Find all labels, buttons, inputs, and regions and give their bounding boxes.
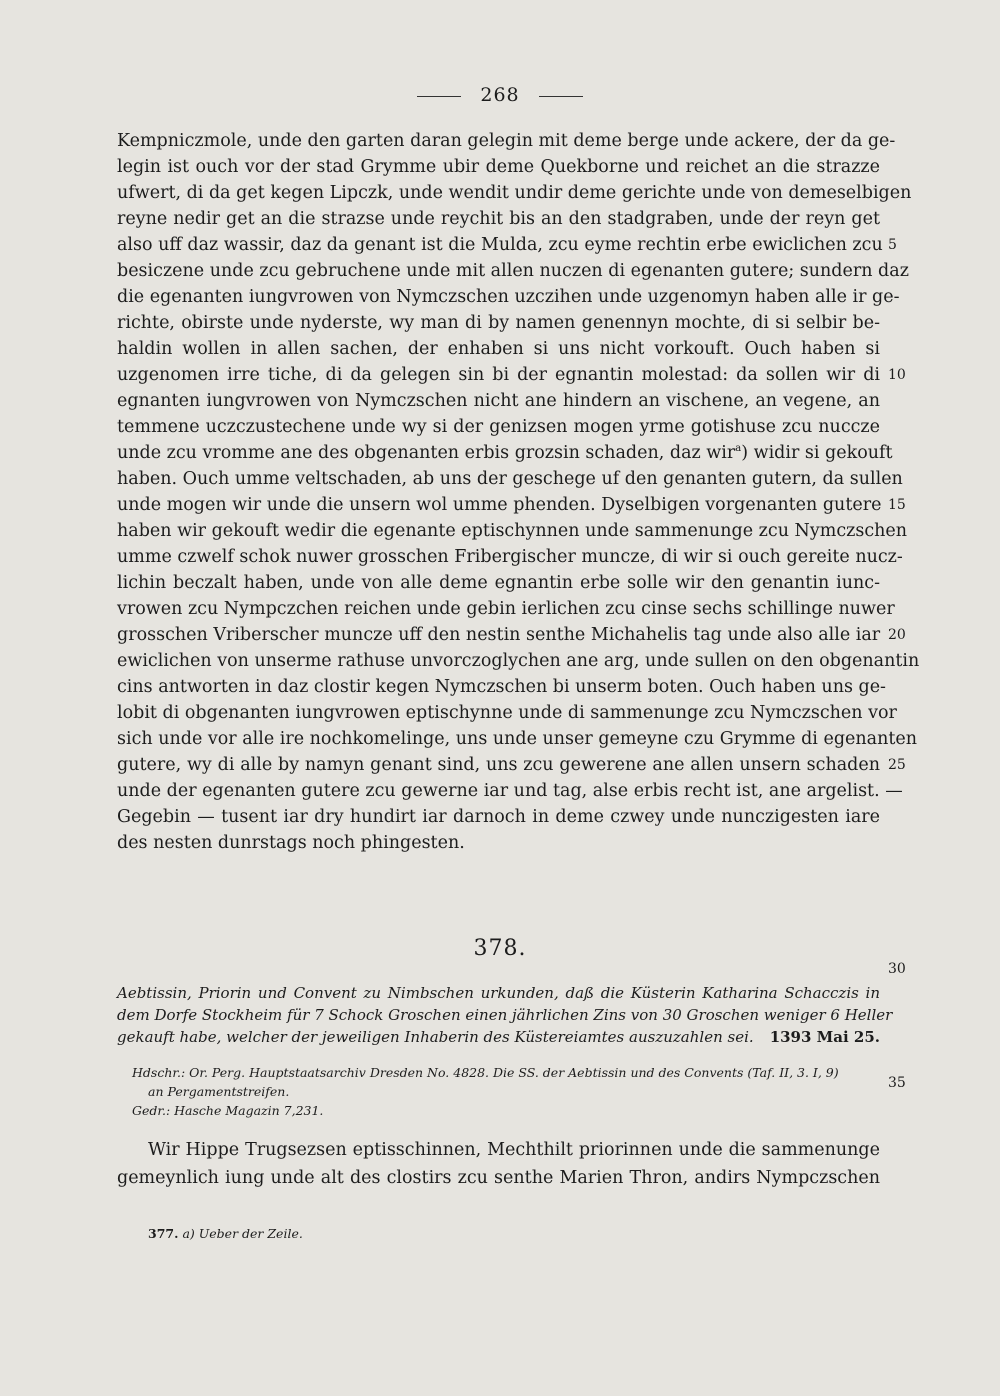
body-line: haben. Ouch umme veltschaden, ab uns der geschege uf den genanten gutern, da sullen [117, 469, 903, 489]
source-note: Hdschr.: Or. Perg. Hauptstaatsarchiv Dresden No. 4828. Die SS. der Aebtissin und des Convents (Taf. II, 3. I, 9) [132, 1065, 839, 1080]
body-line: uzgenomen irre tiche, di da gelegen sin bi der egnantin molestad: da sollen wir di [117, 365, 880, 385]
body-line: haldin wollen in allen sachen, der enhaben si uns nicht vorkouft. Ouch haben si [117, 339, 880, 359]
body-line: lichin beczalt haben, unde von alle deme egnantin erbe solle wir den genantin iunc- [117, 573, 880, 593]
body-line: egnanten iungvrowen von Nymczschen nicht ane hindern an vischene, an vegene, an [117, 391, 880, 411]
body-line: Kempniczmole, unde den garten daran gelegin mit deme berge unde ackere, der da ge- [117, 131, 896, 151]
body-line: des nesten dunrstags noch phingesten. [117, 833, 465, 853]
body-line: die egenanten iungvrowen von Nymczschen uzczihen unde uzgenomyn haben alle ir ge- [117, 287, 900, 307]
body-line: temmene uczczustechene unde wy si der genizsen mogen yrme gotishuse zcu nuccze [117, 417, 880, 437]
body-line: unde der egenanten gutere zcu gewerne iar und tag, alse erbis recht ist, ane argelist. — [117, 781, 903, 801]
body-line: reyne nedir get an die strazse unde reychit bis an den stadgraben, unde der reyn get [117, 209, 880, 229]
body-line: also uff daz wassir, daz da genant ist die Mulda, zcu eyme rechtin erbe ewiclichen zcu [117, 235, 883, 255]
body-line-with-note [117, 440, 893, 466]
page-number: 268 [480, 84, 520, 106]
body-line: haben wir gekouft wedir die egenante eptischynnen unde sammenunge zcu Nymczschen [117, 521, 908, 541]
document-number: 378. [473, 936, 527, 961]
document-text-line: gemeynlich iung unde alt des clostirs zcu senthe Marien Thron, andirs Nympczschen [117, 1168, 880, 1188]
body-line: sich unde vor alle ire nochkomelinge, uns unde unser gemeyne czu Grymme di egenanten [117, 729, 918, 749]
body-line: umme czwelf schok nuwer grosschen Fribergischer muncze, di wir si ouch gereite nucz- [117, 547, 903, 567]
footnote-marker: a [735, 443, 742, 455]
footnote-number: 377. [148, 1226, 179, 1241]
footnote [148, 1226, 303, 1241]
line-number: 5 [888, 237, 897, 253]
body-line: cins antworten in daz clostir kegen Nymczschen bi unserm boten. Ouch haben uns ge- [117, 677, 886, 697]
line-number: 35 [888, 1075, 906, 1091]
body-line: lobit di obgenanten iungvrowen eptischynne unde di sammenunge zcu Nymczschen vor [117, 703, 897, 723]
source-note: Gedr.: Hasche Magazin 7,231. [132, 1103, 324, 1118]
body-line: grosschen Vriberscher muncze uff den nestin senthe Michahelis tag unde also alle iar [117, 625, 881, 645]
document-text-line: Wir Hippe Trugsezsen eptisschinnen, Mechthilt priorinnen unde die sammenunge [148, 1140, 880, 1160]
header-rule-left [417, 96, 461, 97]
body-line: vrowen zcu Nympczchen reichen unde gebin ierlichen zcu cinse sechs schillinge nuwer [117, 599, 895, 619]
body-line-tail: ) widir si gekouft [741, 443, 893, 463]
line-number: 25 [888, 757, 906, 773]
body-line: Gegebin — tusent iar dry hundirt iar darnoch in deme czwey unde nunczigesten iare [117, 807, 880, 827]
source-note: an Pergamentstreifen. [148, 1084, 290, 1099]
line-number: 30 [888, 961, 906, 977]
line-number: 15 [888, 497, 906, 513]
regest-line-with-date [117, 1026, 880, 1048]
header-rule-right [539, 96, 583, 97]
body-line: legin ist ouch vor der stad Grymme ubir deme Quekborne und reichet an die strazze [117, 157, 880, 177]
line-number: 10 [888, 367, 906, 383]
body-line-text: unde zcu vromme ane des obgenanten erbis grozsin schaden, daz wir [117, 443, 736, 463]
page-header [0, 84, 1000, 106]
body-line: besiczene unde zcu gebruchene unde mit allen nuczen di egenanten gutere; sundern daz [117, 261, 909, 281]
regest-line: gekauft habe, welcher der jeweiligen Inhaberin des Küstereiamtes auszuzahlen sei. [117, 1028, 754, 1046]
body-line: unde mogen wir unde die unsern wol umme phenden. Dyselbigen vorgenanten gutere [117, 495, 882, 515]
line-number: 20 [888, 627, 906, 643]
body-line: richte, obirste unde nyderste, wy man di by namen genennyn mochte, di si selbir be- [117, 313, 880, 333]
regest-line: Aebtissin, Priorin und Convent zu Nimbschen urkunden, daß die Küsterin Katharina Schacczis in [117, 984, 880, 1002]
body-line: ewiclichen von unserme rathuse unvorczoglychen ane arg, unde sullen on den obgenantin [117, 651, 920, 671]
body-line: gutere, wy di alle by namyn genant sind, uns zcu gewerene ane allen unsern schaden [117, 755, 880, 775]
footnote-text: a) Ueber der Zeile. [182, 1226, 303, 1241]
document-date: 1393 Mai 25. [769, 1028, 880, 1046]
regest-line: dem Dorfe Stockheim für 7 Schock Groschen einen jährlichen Zins von 30 Groschen weniger 6 Heller [117, 1006, 893, 1024]
body-line: ufwert, di da get kegen Lipczk, unde wendit undir deme gerichte unde von demeselbigen [117, 183, 912, 203]
